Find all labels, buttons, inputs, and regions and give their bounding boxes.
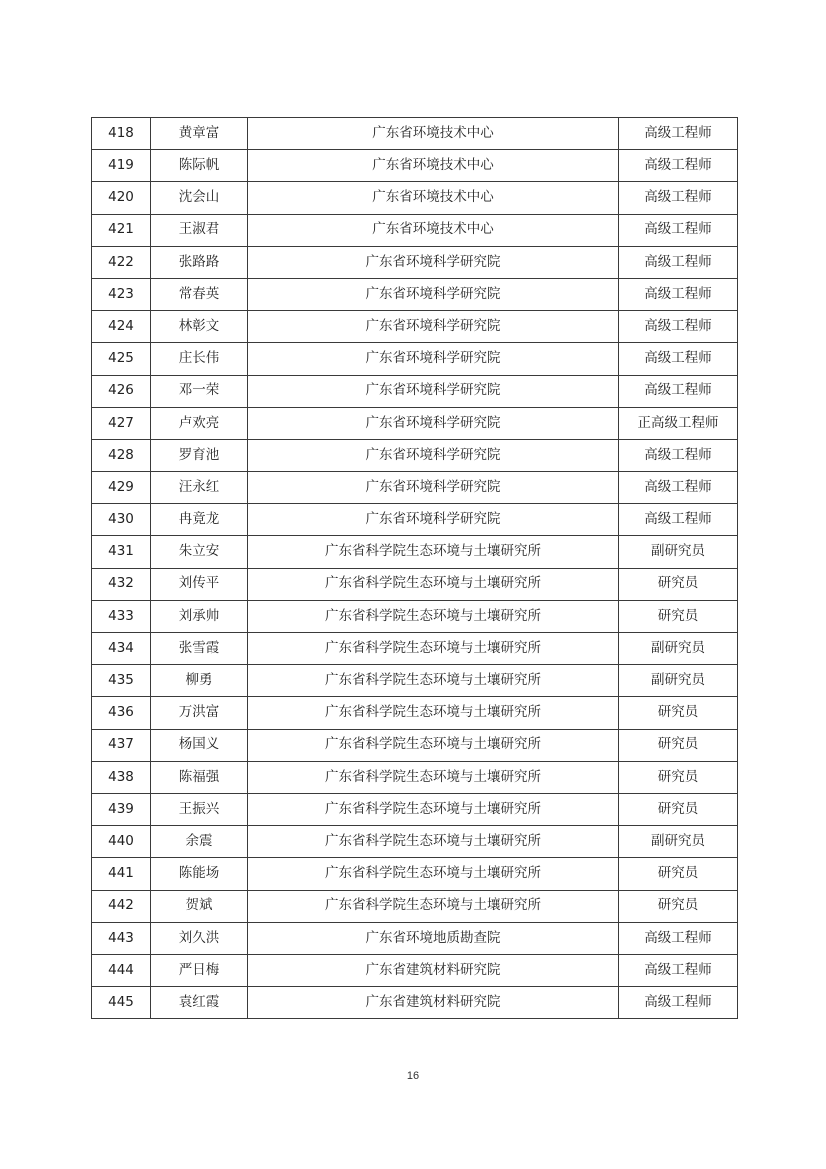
table-row xyxy=(92,633,738,665)
table-row xyxy=(92,697,738,729)
job-title-cell: 高级工程师 xyxy=(619,311,738,343)
row-number-cell: 438 xyxy=(92,761,151,793)
row-number-cell: 426 xyxy=(92,375,151,407)
table-row xyxy=(92,987,738,1019)
name-cell: 陈能场 xyxy=(151,858,248,890)
organization-cell: 广东省建筑材料研究院 xyxy=(248,987,619,1019)
name-cell: 冉竟龙 xyxy=(151,504,248,536)
name-cell: 万洪富 xyxy=(151,697,248,729)
job-title-cell: 副研究员 xyxy=(619,633,738,665)
table-row xyxy=(92,311,738,343)
organization-cell: 广东省环境地质勘查院 xyxy=(248,922,619,954)
table-row xyxy=(92,890,738,922)
name-cell: 严日梅 xyxy=(151,954,248,986)
name-cell: 余震 xyxy=(151,826,248,858)
row-number-cell: 418 xyxy=(92,118,151,150)
table-row xyxy=(92,407,738,439)
organization-cell: 广东省科学院生态环境与土壤研究所 xyxy=(248,793,619,825)
organization-cell: 广东省科学院生态环境与土壤研究所 xyxy=(248,697,619,729)
organization-cell: 广东省环境技术中心 xyxy=(248,214,619,246)
job-title-cell: 高级工程师 xyxy=(619,246,738,278)
table-row xyxy=(92,472,738,504)
row-number-cell: 445 xyxy=(92,987,151,1019)
organization-cell: 广东省建筑材料研究院 xyxy=(248,954,619,986)
row-number-cell: 421 xyxy=(92,214,151,246)
job-title-cell: 高级工程师 xyxy=(619,922,738,954)
name-cell: 常春英 xyxy=(151,278,248,310)
table-row xyxy=(92,922,738,954)
job-title-cell: 高级工程师 xyxy=(619,343,738,375)
name-cell: 邓一荣 xyxy=(151,375,248,407)
job-title-cell: 研究员 xyxy=(619,568,738,600)
row-number-cell: 424 xyxy=(92,311,151,343)
job-title-cell: 研究员 xyxy=(619,600,738,632)
table-row xyxy=(92,793,738,825)
row-number-cell: 443 xyxy=(92,922,151,954)
name-cell: 袁红霞 xyxy=(151,987,248,1019)
name-cell: 杨国义 xyxy=(151,729,248,761)
organization-cell: 广东省科学院生态环境与土壤研究所 xyxy=(248,826,619,858)
organization-cell: 广东省科学院生态环境与土壤研究所 xyxy=(248,858,619,890)
organization-cell: 广东省环境技术中心 xyxy=(248,150,619,182)
name-cell: 柳勇 xyxy=(151,665,248,697)
name-cell: 林彰文 xyxy=(151,311,248,343)
job-title-cell: 副研究员 xyxy=(619,826,738,858)
table-row xyxy=(92,568,738,600)
job-title-cell: 高级工程师 xyxy=(619,150,738,182)
name-cell: 罗育池 xyxy=(151,439,248,471)
job-title-cell: 高级工程师 xyxy=(619,954,738,986)
job-title-cell: 高级工程师 xyxy=(619,214,738,246)
row-number-cell: 444 xyxy=(92,954,151,986)
job-title-cell: 研究员 xyxy=(619,793,738,825)
table-row xyxy=(92,278,738,310)
row-number-cell: 423 xyxy=(92,278,151,310)
row-number-cell: 442 xyxy=(92,890,151,922)
row-number-cell: 433 xyxy=(92,600,151,632)
job-title-cell: 高级工程师 xyxy=(619,439,738,471)
table-row xyxy=(92,375,738,407)
name-cell: 卢欢亮 xyxy=(151,407,248,439)
row-number-cell: 427 xyxy=(92,407,151,439)
job-title-cell: 副研究员 xyxy=(619,536,738,568)
name-cell: 汪永红 xyxy=(151,472,248,504)
row-number-cell: 441 xyxy=(92,858,151,890)
row-number-cell: 420 xyxy=(92,182,151,214)
name-cell: 张路路 xyxy=(151,246,248,278)
name-cell: 刘承帅 xyxy=(151,600,248,632)
organization-cell: 广东省环境技术中心 xyxy=(248,182,619,214)
organization-cell: 广东省环境科学研究院 xyxy=(248,343,619,375)
organization-cell: 广东省科学院生态环境与土壤研究所 xyxy=(248,761,619,793)
expert-roster-table xyxy=(91,117,738,1019)
row-number-cell: 425 xyxy=(92,343,151,375)
organization-cell: 广东省科学院生态环境与土壤研究所 xyxy=(248,633,619,665)
name-cell: 黄章富 xyxy=(151,118,248,150)
job-title-cell: 研究员 xyxy=(619,697,738,729)
job-title-cell: 研究员 xyxy=(619,890,738,922)
organization-cell: 广东省科学院生态环境与土壤研究所 xyxy=(248,665,619,697)
name-cell: 陈际帆 xyxy=(151,150,248,182)
job-title-cell: 高级工程师 xyxy=(619,504,738,536)
table-row xyxy=(92,761,738,793)
table-row xyxy=(92,504,738,536)
table-row xyxy=(92,536,738,568)
organization-cell: 广东省科学院生态环境与土壤研究所 xyxy=(248,568,619,600)
job-title-cell: 高级工程师 xyxy=(619,472,738,504)
organization-cell: 广东省科学院生态环境与土壤研究所 xyxy=(248,729,619,761)
organization-cell: 广东省科学院生态环境与土壤研究所 xyxy=(248,600,619,632)
table-row xyxy=(92,954,738,986)
row-number-cell: 431 xyxy=(92,536,151,568)
job-title-cell: 高级工程师 xyxy=(619,987,738,1019)
row-number-cell: 429 xyxy=(92,472,151,504)
table-row xyxy=(92,118,738,150)
row-number-cell: 435 xyxy=(92,665,151,697)
table-row xyxy=(92,150,738,182)
page-number: 16 xyxy=(406,1070,420,1082)
row-number-cell: 440 xyxy=(92,826,151,858)
job-title-cell: 高级工程师 xyxy=(619,182,738,214)
table-row xyxy=(92,343,738,375)
job-title-cell: 研究员 xyxy=(619,858,738,890)
row-number-cell: 430 xyxy=(92,504,151,536)
organization-cell: 广东省环境科学研究院 xyxy=(248,375,619,407)
name-cell: 朱立安 xyxy=(151,536,248,568)
organization-cell: 广东省科学院生态环境与土壤研究所 xyxy=(248,536,619,568)
row-number-cell: 432 xyxy=(92,568,151,600)
table-body xyxy=(92,118,738,1019)
name-cell: 陈福强 xyxy=(151,761,248,793)
organization-cell: 广东省科学院生态环境与土壤研究所 xyxy=(248,890,619,922)
organization-cell: 广东省环境科学研究院 xyxy=(248,246,619,278)
job-title-cell: 研究员 xyxy=(619,761,738,793)
row-number-cell: 434 xyxy=(92,633,151,665)
name-cell: 王振兴 xyxy=(151,793,248,825)
row-number-cell: 436 xyxy=(92,697,151,729)
row-number-cell: 439 xyxy=(92,793,151,825)
job-title-cell: 高级工程师 xyxy=(619,375,738,407)
job-title-cell: 高级工程师 xyxy=(619,118,738,150)
name-cell: 王淑君 xyxy=(151,214,248,246)
organization-cell: 广东省环境科学研究院 xyxy=(248,311,619,343)
table-row xyxy=(92,729,738,761)
job-title-cell: 正高级工程师 xyxy=(619,407,738,439)
table-row xyxy=(92,439,738,471)
table-row xyxy=(92,246,738,278)
row-number-cell: 428 xyxy=(92,439,151,471)
job-title-cell: 高级工程师 xyxy=(619,278,738,310)
job-title-cell: 研究员 xyxy=(619,729,738,761)
table-row xyxy=(92,665,738,697)
organization-cell: 广东省环境技术中心 xyxy=(248,118,619,150)
table-row xyxy=(92,858,738,890)
name-cell: 张雪霞 xyxy=(151,633,248,665)
table-row xyxy=(92,826,738,858)
row-number-cell: 437 xyxy=(92,729,151,761)
organization-cell: 广东省环境科学研究院 xyxy=(248,439,619,471)
job-title-cell: 副研究员 xyxy=(619,665,738,697)
name-cell: 刘传平 xyxy=(151,568,248,600)
organization-cell: 广东省环境科学研究院 xyxy=(248,472,619,504)
name-cell: 刘久洪 xyxy=(151,922,248,954)
row-number-cell: 419 xyxy=(92,150,151,182)
table-row xyxy=(92,214,738,246)
name-cell: 庄长伟 xyxy=(151,343,248,375)
table-row xyxy=(92,600,738,632)
table-row xyxy=(92,182,738,214)
row-number-cell: 422 xyxy=(92,246,151,278)
organization-cell: 广东省环境科学研究院 xyxy=(248,504,619,536)
name-cell: 贺斌 xyxy=(151,890,248,922)
organization-cell: 广东省环境科学研究院 xyxy=(248,278,619,310)
name-cell: 沈会山 xyxy=(151,182,248,214)
organization-cell: 广东省环境科学研究院 xyxy=(248,407,619,439)
